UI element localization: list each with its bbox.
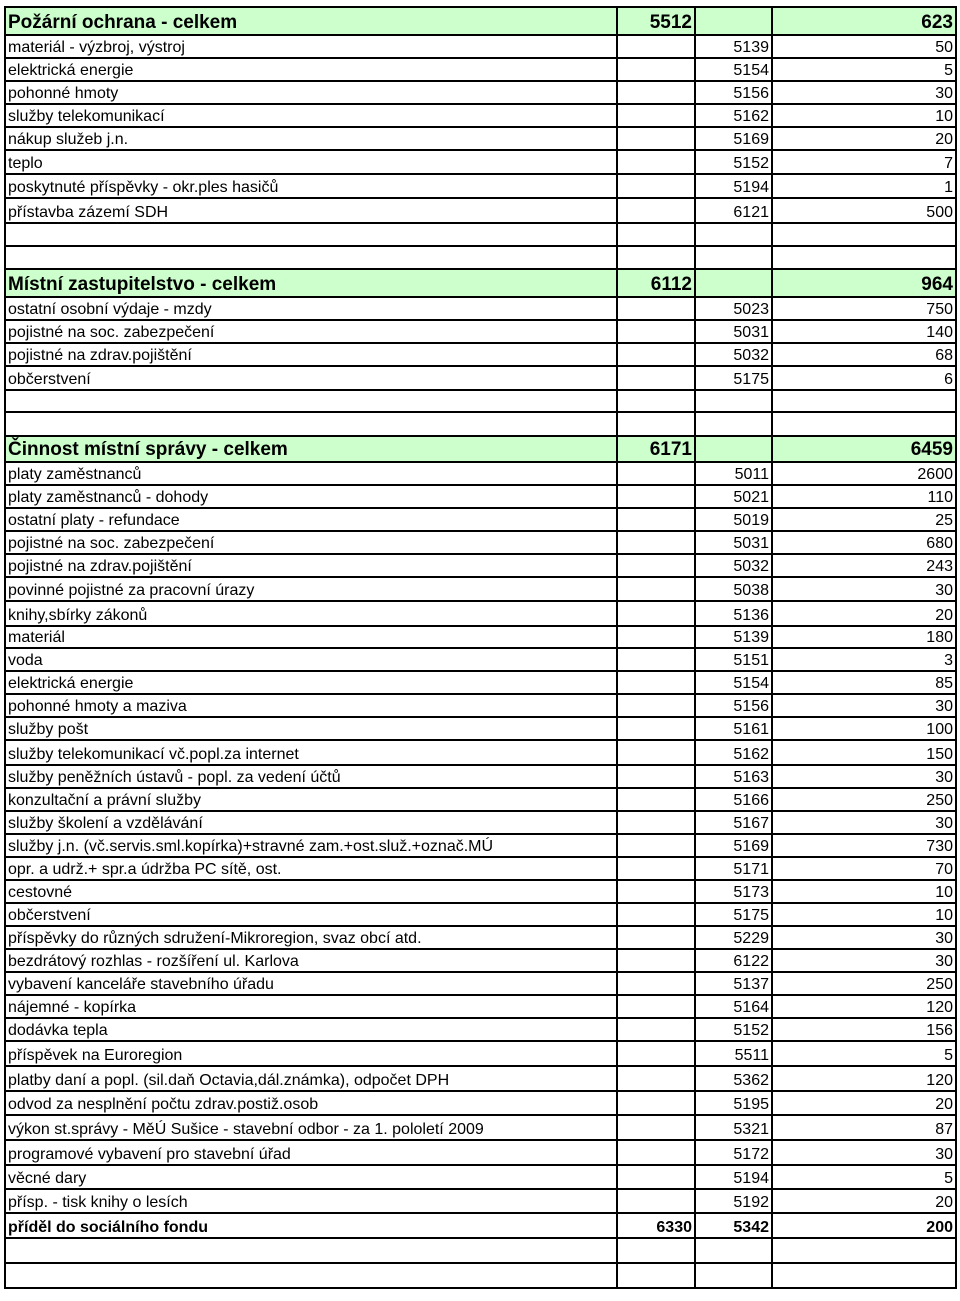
table-row <box>5 462 956 485</box>
item-label-cell: cestovné <box>5 880 617 903</box>
table-row <box>5 1115 956 1140</box>
amount-cell: 500 <box>772 198 956 223</box>
item-label-cell: nákup služeb j.n. <box>5 127 617 150</box>
paragraph-code-cell <box>617 834 695 857</box>
item-label-cell: elektrická energie <box>5 58 617 81</box>
paragraph-code-cell <box>617 366 695 390</box>
amount-cell: 10 <box>772 104 956 127</box>
item-label-cell <box>5 1238 617 1263</box>
item-label-cell: občerstvení <box>5 366 617 390</box>
table-row <box>5 788 956 811</box>
table-row <box>5 508 956 531</box>
amount-cell: 110 <box>772 485 956 508</box>
paragraph-code-cell <box>617 1263 695 1288</box>
item-code-cell: 5172 <box>695 1140 772 1165</box>
amount-cell: 964 <box>772 269 956 297</box>
amount-cell: 5 <box>772 1041 956 1066</box>
item-code-cell: 5154 <box>695 671 772 694</box>
amount-cell: 20 <box>772 127 956 150</box>
paragraph-code-cell <box>617 601 695 626</box>
item-label-cell: konzultační a právní služby <box>5 788 617 811</box>
paragraph-code-cell <box>617 246 695 269</box>
item-code-cell: 5342 <box>695 1213 772 1238</box>
item-label-cell <box>5 223 617 246</box>
item-label-cell: platy zaměstnanců <box>5 462 617 485</box>
amount-cell: 20 <box>772 1189 956 1213</box>
amount-cell: 25 <box>772 508 956 531</box>
item-code-cell: 5194 <box>695 174 772 198</box>
item-code-cell: 5156 <box>695 694 772 717</box>
item-code-cell <box>695 412 772 436</box>
item-label-cell: výkon st.správy - MěÚ Sušice - stavební odbor - za 1. pololetí 2009 <box>5 1115 617 1140</box>
amount-cell: 68 <box>772 343 956 366</box>
item-code-cell: 5175 <box>695 903 772 926</box>
item-label-cell: poskytnuté příspěvky - okr.ples hasičů <box>5 174 617 198</box>
item-label-cell: povinné pojistné za pracovní úrazy <box>5 577 617 601</box>
amount-cell: 30 <box>772 81 956 104</box>
empty-row <box>5 412 956 436</box>
paragraph-code-cell <box>617 223 695 246</box>
amount-cell: 20 <box>772 1091 956 1115</box>
table-row <box>5 1189 956 1213</box>
table-row <box>5 58 956 81</box>
paragraph-code-cell <box>617 788 695 811</box>
paragraph-code-cell <box>617 626 695 648</box>
paragraph-code-cell <box>617 1140 695 1165</box>
item-label-cell <box>5 246 617 269</box>
item-code-cell <box>695 1238 772 1263</box>
item-code-cell: 5192 <box>695 1189 772 1213</box>
empty-row <box>5 246 956 269</box>
item-label-cell: Požární ochrana - celkem <box>5 7 617 35</box>
item-code-cell: 5229 <box>695 926 772 949</box>
paragraph-code-cell <box>617 1018 695 1041</box>
total-row <box>5 1213 956 1238</box>
amount-cell: 6 <box>772 366 956 390</box>
table-row <box>5 972 956 995</box>
amount-cell: 680 <box>772 531 956 554</box>
amount-cell: 5 <box>772 58 956 81</box>
table-row <box>5 343 956 366</box>
item-code-cell: 5171 <box>695 857 772 880</box>
table-row <box>5 1091 956 1115</box>
paragraph-code-cell <box>617 297 695 320</box>
paragraph-code-cell <box>617 577 695 601</box>
item-code-cell: 5011 <box>695 462 772 485</box>
amount-cell: 30 <box>772 694 956 717</box>
item-label-cell: knihy,sbírky zákonů <box>5 601 617 626</box>
section-header-row <box>5 269 956 297</box>
paragraph-code-cell <box>617 1041 695 1066</box>
table-row <box>5 35 956 58</box>
amount-cell <box>772 412 956 436</box>
item-code-cell: 5031 <box>695 531 772 554</box>
paragraph-code-cell <box>617 765 695 788</box>
table-row <box>5 648 956 671</box>
item-label-cell: služby peněžních ústavů - popl. za vedení účtů <box>5 765 617 788</box>
item-label-cell: věcné dary <box>5 1165 617 1189</box>
item-code-cell: 5195 <box>695 1091 772 1115</box>
amount-cell <box>772 1238 956 1263</box>
item-code-cell: 5032 <box>695 554 772 577</box>
table-row <box>5 694 956 717</box>
table-row <box>5 577 956 601</box>
item-label-cell: občerstvení <box>5 903 617 926</box>
table-row <box>5 485 956 508</box>
table-row <box>5 198 956 223</box>
amount-cell <box>772 1263 956 1288</box>
item-code-cell: 5023 <box>695 297 772 320</box>
paragraph-code-cell: 6330 <box>617 1213 695 1238</box>
item-label-cell: ostatní osobní výdaje - mzdy <box>5 297 617 320</box>
table-row <box>5 834 956 857</box>
empty-row <box>5 223 956 246</box>
table-row <box>5 297 956 320</box>
paragraph-code-cell <box>617 127 695 150</box>
item-code-cell: 5031 <box>695 320 772 343</box>
amount-cell: 120 <box>772 995 956 1018</box>
item-label-cell: přístavba zázemí SDH <box>5 198 617 223</box>
item-code-cell <box>695 390 772 412</box>
item-label-cell: pojistné na zdrav.pojištění <box>5 554 617 577</box>
amount-cell: 150 <box>772 740 956 765</box>
amount-cell: 30 <box>772 949 956 972</box>
paragraph-code-cell: 6171 <box>617 436 695 462</box>
item-code-cell: 5166 <box>695 788 772 811</box>
paragraph-code-cell <box>617 740 695 765</box>
amount-cell: 100 <box>772 717 956 740</box>
table-row <box>5 949 956 972</box>
table-row <box>5 81 956 104</box>
amount-cell: 7 <box>772 150 956 174</box>
amount-cell: 87 <box>772 1115 956 1140</box>
paragraph-code-cell <box>617 198 695 223</box>
item-code-cell: 5162 <box>695 740 772 765</box>
table-row <box>5 320 956 343</box>
paragraph-code-cell <box>617 81 695 104</box>
table-row <box>5 531 956 554</box>
item-label-cell <box>5 1263 617 1288</box>
amount-cell: 156 <box>772 1018 956 1041</box>
item-label-cell: příspěvek na Euroregion <box>5 1041 617 1066</box>
paragraph-code-cell <box>617 150 695 174</box>
amount-cell <box>772 246 956 269</box>
amount-cell: 5 <box>772 1165 956 1189</box>
paragraph-code-cell <box>617 995 695 1018</box>
table-row <box>5 903 956 926</box>
paragraph-code-cell <box>617 648 695 671</box>
amount-cell: 750 <box>772 297 956 320</box>
table-row <box>5 717 956 740</box>
amount-cell: 200 <box>772 1213 956 1238</box>
amount-cell: 30 <box>772 811 956 834</box>
item-code-cell <box>695 246 772 269</box>
amount-cell: 70 <box>772 857 956 880</box>
item-label-cell: pojistné na soc. zabezpečení <box>5 320 617 343</box>
item-code-cell <box>695 1263 772 1288</box>
paragraph-code-cell <box>617 1115 695 1140</box>
item-label-cell: nájemné - kopírka <box>5 995 617 1018</box>
table-row <box>5 554 956 577</box>
item-label-cell: pojistné na soc. zabezpečení <box>5 531 617 554</box>
table-row <box>5 150 956 174</box>
table-row <box>5 765 956 788</box>
paragraph-code-cell <box>617 694 695 717</box>
amount-cell: 243 <box>772 554 956 577</box>
paragraph-code-cell <box>617 811 695 834</box>
amount-cell: 120 <box>772 1066 956 1091</box>
item-label-cell: Činnost místní správy - celkem <box>5 436 617 462</box>
table-row <box>5 127 956 150</box>
item-label-cell <box>5 390 617 412</box>
paragraph-code-cell <box>617 857 695 880</box>
amount-cell: 2600 <box>772 462 956 485</box>
item-code-cell: 5163 <box>695 765 772 788</box>
table-row <box>5 601 956 626</box>
amount-cell: 3 <box>772 648 956 671</box>
amount-cell: 250 <box>772 972 956 995</box>
table-row <box>5 880 956 903</box>
item-code-cell <box>695 269 772 297</box>
item-code-cell: 5139 <box>695 626 772 648</box>
paragraph-code-cell <box>617 58 695 81</box>
amount-cell: 30 <box>772 926 956 949</box>
table-row <box>5 1165 956 1189</box>
item-label-cell: příděl do sociálního fondu <box>5 1213 617 1238</box>
item-code-cell: 5194 <box>695 1165 772 1189</box>
item-code-cell: 5167 <box>695 811 772 834</box>
table-row <box>5 671 956 694</box>
empty-row <box>5 1238 956 1263</box>
section-header-row <box>5 7 956 35</box>
item-label-cell: opr. a udrž.+ spr.a údržba PC sítě, ost. <box>5 857 617 880</box>
amount-cell <box>772 223 956 246</box>
paragraph-code-cell <box>617 174 695 198</box>
item-label-cell: služby telekomunikací <box>5 104 617 127</box>
item-code-cell: 5139 <box>695 35 772 58</box>
amount-cell: 10 <box>772 903 956 926</box>
budget-table-body <box>5 7 956 1288</box>
paragraph-code-cell <box>617 1091 695 1115</box>
item-label-cell: vybavení kanceláře stavebního úřadu <box>5 972 617 995</box>
paragraph-code-cell <box>617 412 695 436</box>
item-code-cell: 5169 <box>695 834 772 857</box>
item-label-cell: odvod za nesplnění počtu zdrav.postiž.osob <box>5 1091 617 1115</box>
item-code-cell: 5038 <box>695 577 772 601</box>
item-code-cell <box>695 223 772 246</box>
paragraph-code-cell <box>617 104 695 127</box>
item-label-cell: materiál - výzbroj, výstroj <box>5 35 617 58</box>
item-label-cell: platy zaměstnanců - dohody <box>5 485 617 508</box>
item-code-cell <box>695 7 772 35</box>
paragraph-code-cell: 5512 <box>617 7 695 35</box>
paragraph-code-cell <box>617 972 695 995</box>
item-code-cell: 5137 <box>695 972 772 995</box>
amount-cell <box>772 390 956 412</box>
item-label-cell: voda <box>5 648 617 671</box>
table-row <box>5 1018 956 1041</box>
paragraph-code-cell <box>617 320 695 343</box>
paragraph-code-cell <box>617 880 695 903</box>
item-code-cell: 5173 <box>695 880 772 903</box>
paragraph-code-cell <box>617 508 695 531</box>
table-row <box>5 626 956 648</box>
item-code-cell: 5151 <box>695 648 772 671</box>
paragraph-code-cell <box>617 554 695 577</box>
paragraph-code-cell <box>617 926 695 949</box>
amount-cell: 140 <box>772 320 956 343</box>
empty-row <box>5 1263 956 1288</box>
item-code-cell: 6122 <box>695 949 772 972</box>
item-label-cell: služby j.n. (vč.servis.sml.kopírka)+stravné zam.+ost.služ.+označ.MÚ <box>5 834 617 857</box>
item-label-cell: přísp. - tisk knihy o lesích <box>5 1189 617 1213</box>
item-code-cell: 5152 <box>695 150 772 174</box>
item-code-cell: 5162 <box>695 104 772 127</box>
item-label-cell: příspěvky do různých sdružení-Mikroregion, svaz obcí atd. <box>5 926 617 949</box>
item-code-cell: 5032 <box>695 343 772 366</box>
table-row <box>5 1140 956 1165</box>
item-code-cell: 5019 <box>695 508 772 531</box>
table-row <box>5 1066 956 1091</box>
item-label-cell: programové vybavení pro stavební úřad <box>5 1140 617 1165</box>
item-label-cell: materiál <box>5 626 617 648</box>
paragraph-code-cell <box>617 390 695 412</box>
amount-cell: 250 <box>772 788 956 811</box>
table-row <box>5 995 956 1018</box>
paragraph-code-cell <box>617 717 695 740</box>
paragraph-code-cell <box>617 35 695 58</box>
table-row <box>5 174 956 198</box>
item-code-cell: 5154 <box>695 58 772 81</box>
item-code-cell: 5362 <box>695 1066 772 1091</box>
item-code-cell: 5169 <box>695 127 772 150</box>
amount-cell: 50 <box>772 35 956 58</box>
paragraph-code-cell <box>617 671 695 694</box>
item-label-cell: služby pošt <box>5 717 617 740</box>
item-label-cell: elektrická energie <box>5 671 617 694</box>
item-label-cell: služby školení a vzdělávání <box>5 811 617 834</box>
item-code-cell: 5161 <box>695 717 772 740</box>
empty-row <box>5 390 956 412</box>
amount-cell: 10 <box>772 880 956 903</box>
item-code-cell: 6121 <box>695 198 772 223</box>
item-code-cell: 5152 <box>695 1018 772 1041</box>
amount-cell: 1 <box>772 174 956 198</box>
amount-cell: 85 <box>772 671 956 694</box>
item-label-cell: pohonné hmoty a maziva <box>5 694 617 717</box>
amount-cell: 30 <box>772 765 956 788</box>
amount-cell: 623 <box>772 7 956 35</box>
table-row <box>5 1041 956 1066</box>
item-code-cell: 5164 <box>695 995 772 1018</box>
amount-cell: 180 <box>772 626 956 648</box>
table-row <box>5 811 956 834</box>
table-row <box>5 366 956 390</box>
table-row <box>5 857 956 880</box>
item-label-cell: platby daní a popl. (sil.daň Octavia,dál.známka), odpočet DPH <box>5 1066 617 1091</box>
table-row <box>5 104 956 127</box>
item-label-cell: teplo <box>5 150 617 174</box>
item-code-cell: 5511 <box>695 1041 772 1066</box>
paragraph-code-cell <box>617 1066 695 1091</box>
paragraph-code-cell <box>617 1165 695 1189</box>
item-label-cell: bezdrátový rozhlas - rozšíření ul. Karlova <box>5 949 617 972</box>
item-code-cell: 5321 <box>695 1115 772 1140</box>
paragraph-code-cell <box>617 1189 695 1213</box>
item-code-cell: 5136 <box>695 601 772 626</box>
item-label-cell: služby telekomunikací vč.popl.za internet <box>5 740 617 765</box>
paragraph-code-cell <box>617 1238 695 1263</box>
paragraph-code-cell <box>617 531 695 554</box>
paragraph-code-cell <box>617 485 695 508</box>
section-header-row <box>5 436 956 462</box>
paragraph-code-cell: 6112 <box>617 269 695 297</box>
item-label-cell: pohonné hmoty <box>5 81 617 104</box>
amount-cell: 6459 <box>772 436 956 462</box>
item-code-cell <box>695 436 772 462</box>
item-label-cell: ostatní platy - refundace <box>5 508 617 531</box>
item-label-cell: Místní zastupitelstvo - celkem <box>5 269 617 297</box>
amount-cell: 30 <box>772 577 956 601</box>
item-code-cell: 5021 <box>695 485 772 508</box>
amount-cell: 20 <box>772 601 956 626</box>
table-row <box>5 926 956 949</box>
paragraph-code-cell <box>617 343 695 366</box>
item-label-cell: dodávka tepla <box>5 1018 617 1041</box>
item-label-cell <box>5 412 617 436</box>
paragraph-code-cell <box>617 903 695 926</box>
paragraph-code-cell <box>617 462 695 485</box>
item-code-cell: 5156 <box>695 81 772 104</box>
budget-table <box>4 6 957 1289</box>
paragraph-code-cell <box>617 949 695 972</box>
amount-cell: 30 <box>772 1140 956 1165</box>
item-label-cell: pojistné na zdrav.pojištění <box>5 343 617 366</box>
item-code-cell: 5175 <box>695 366 772 390</box>
table-row <box>5 740 956 765</box>
amount-cell: 730 <box>772 834 956 857</box>
